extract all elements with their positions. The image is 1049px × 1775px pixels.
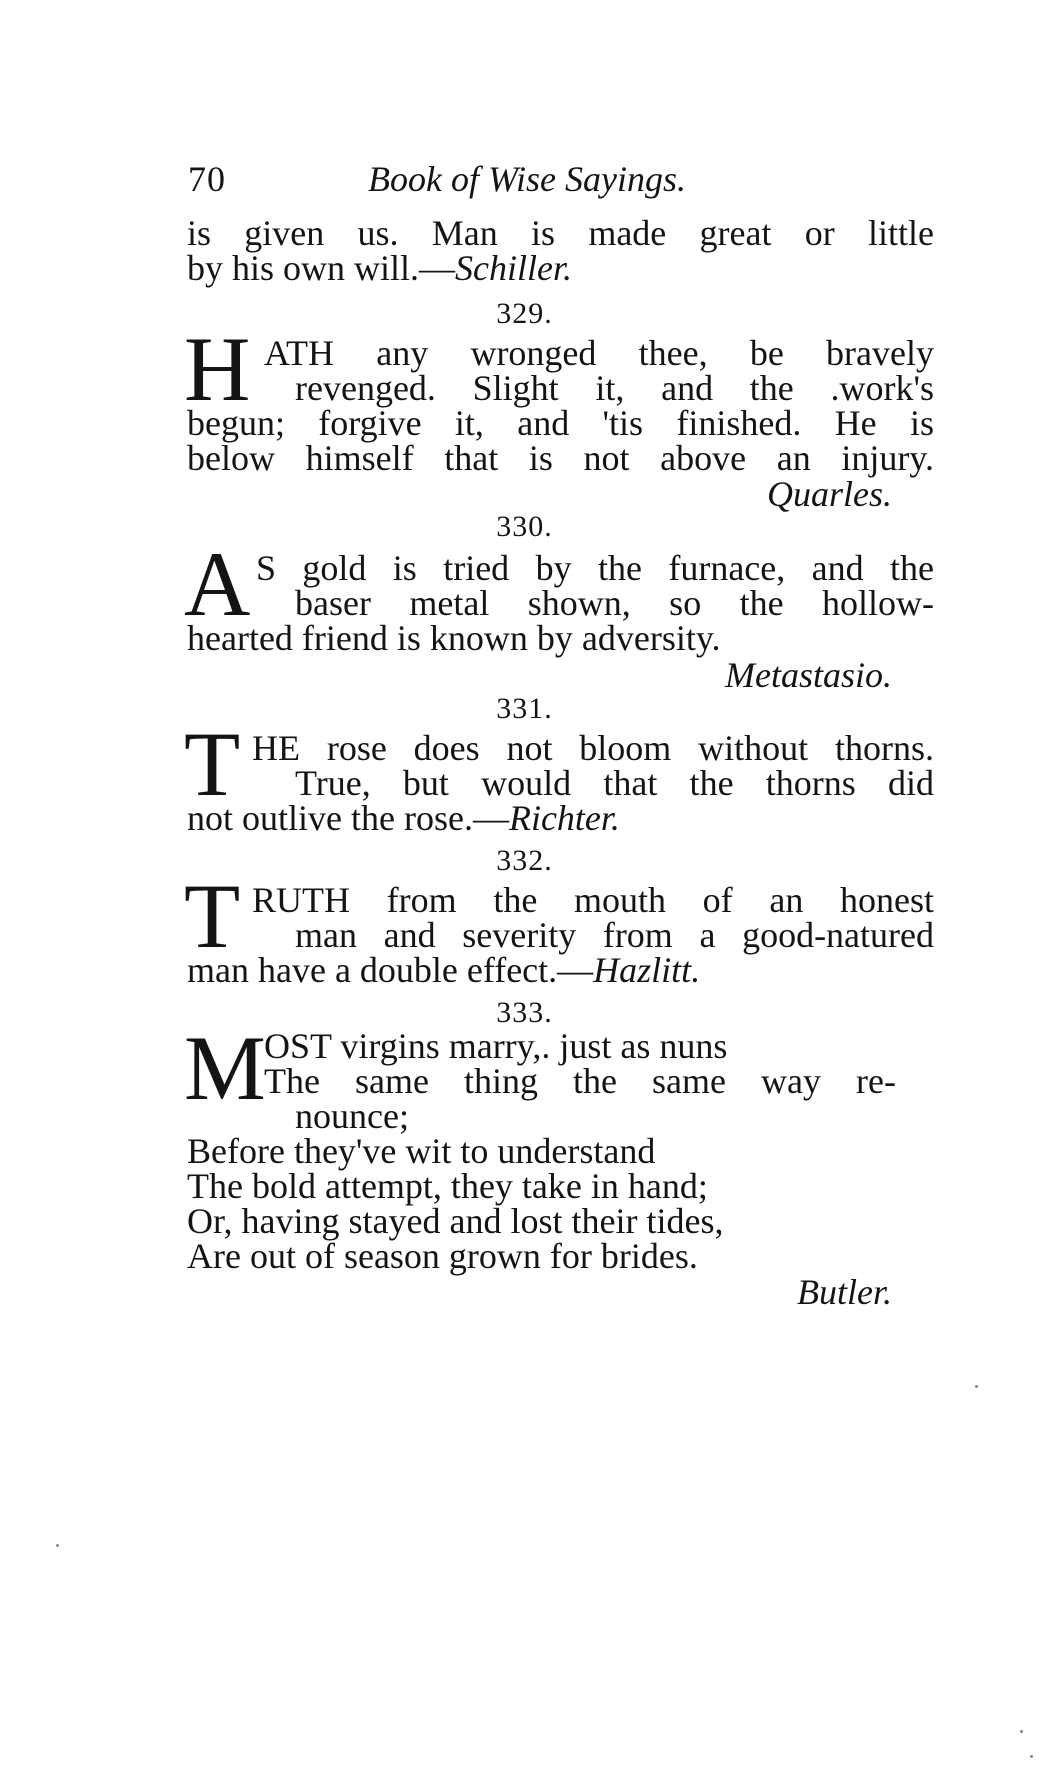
saying-text: man have a double effect.— [187,950,594,990]
drop-cap: T [184,865,241,967]
saying-line: revenged. Slight it, and the .work's [295,368,934,408]
saying-number: 331. [496,692,553,725]
running-header [188,158,938,208]
verse-line: The bold attempt, they take in hand; [187,1166,708,1206]
saying-author: Butler. [797,1272,892,1312]
continuation-line: is given us. Man is made great or little [187,213,934,253]
drop-cap: T [184,713,241,815]
saying-author: Hazlitt. [593,950,701,990]
saying-author: Metastasio. [725,655,892,695]
saying-number: 333. [496,996,553,1029]
saying-number: 329. [496,297,553,330]
saying-line [187,950,934,990]
scan-speck [1030,1755,1033,1758]
running-title: Book of Wise Sayings. [368,159,686,199]
saying-line: baser metal shown, so the hollow- [295,583,934,623]
saying-line: hearted friend is known by adversity. [187,618,721,658]
saying-line: HE rose does not bloom without thorns. [252,728,934,768]
page-number: 70 [188,159,226,199]
drop-cap: A [184,533,251,635]
saying-line: man and severity from a good-natured [295,915,934,955]
scan-speck [975,1385,978,1388]
saying-author: Quarles. [767,474,892,514]
scan-speck [1020,1730,1023,1733]
scan-speck [56,1544,59,1547]
saying-line: RUTH from the mouth of an honest [252,880,934,920]
verse-line: Or, having stayed and lost their tides, [187,1201,724,1241]
saying-text: not outlive the rose.— [187,798,509,838]
drop-cap: H [184,318,251,420]
continuation-text: by his own will.— [187,248,456,288]
saying-author: Schiller. [455,248,572,288]
continuation-line [187,248,934,288]
verse-line: nounce; [295,1096,409,1136]
saying-line: S gold is tried by the furnace, and the [256,548,934,588]
saying-line: True, but would that the thorns did [295,763,934,803]
saying-line [187,798,934,838]
saying-line: begun; forgive it, and 'tis finished. He is [187,403,934,443]
saying-number: 330. [496,510,553,543]
drop-cap: M [184,1017,266,1119]
verse-line: OST virgins marry,. just as nuns [264,1026,728,1066]
saying-line: below himself that is not above an injury. [187,438,934,478]
verse-line: Before they've wit to understand [187,1131,656,1171]
verse-line: Are out of season grown for brides. [187,1236,698,1276]
saying-line: ATH any wronged thee, be bravely [264,333,934,373]
saying-number: 332. [496,844,553,877]
saying-author: Richter. [508,798,620,838]
verse-line: The same thing the same way re- [264,1061,896,1101]
